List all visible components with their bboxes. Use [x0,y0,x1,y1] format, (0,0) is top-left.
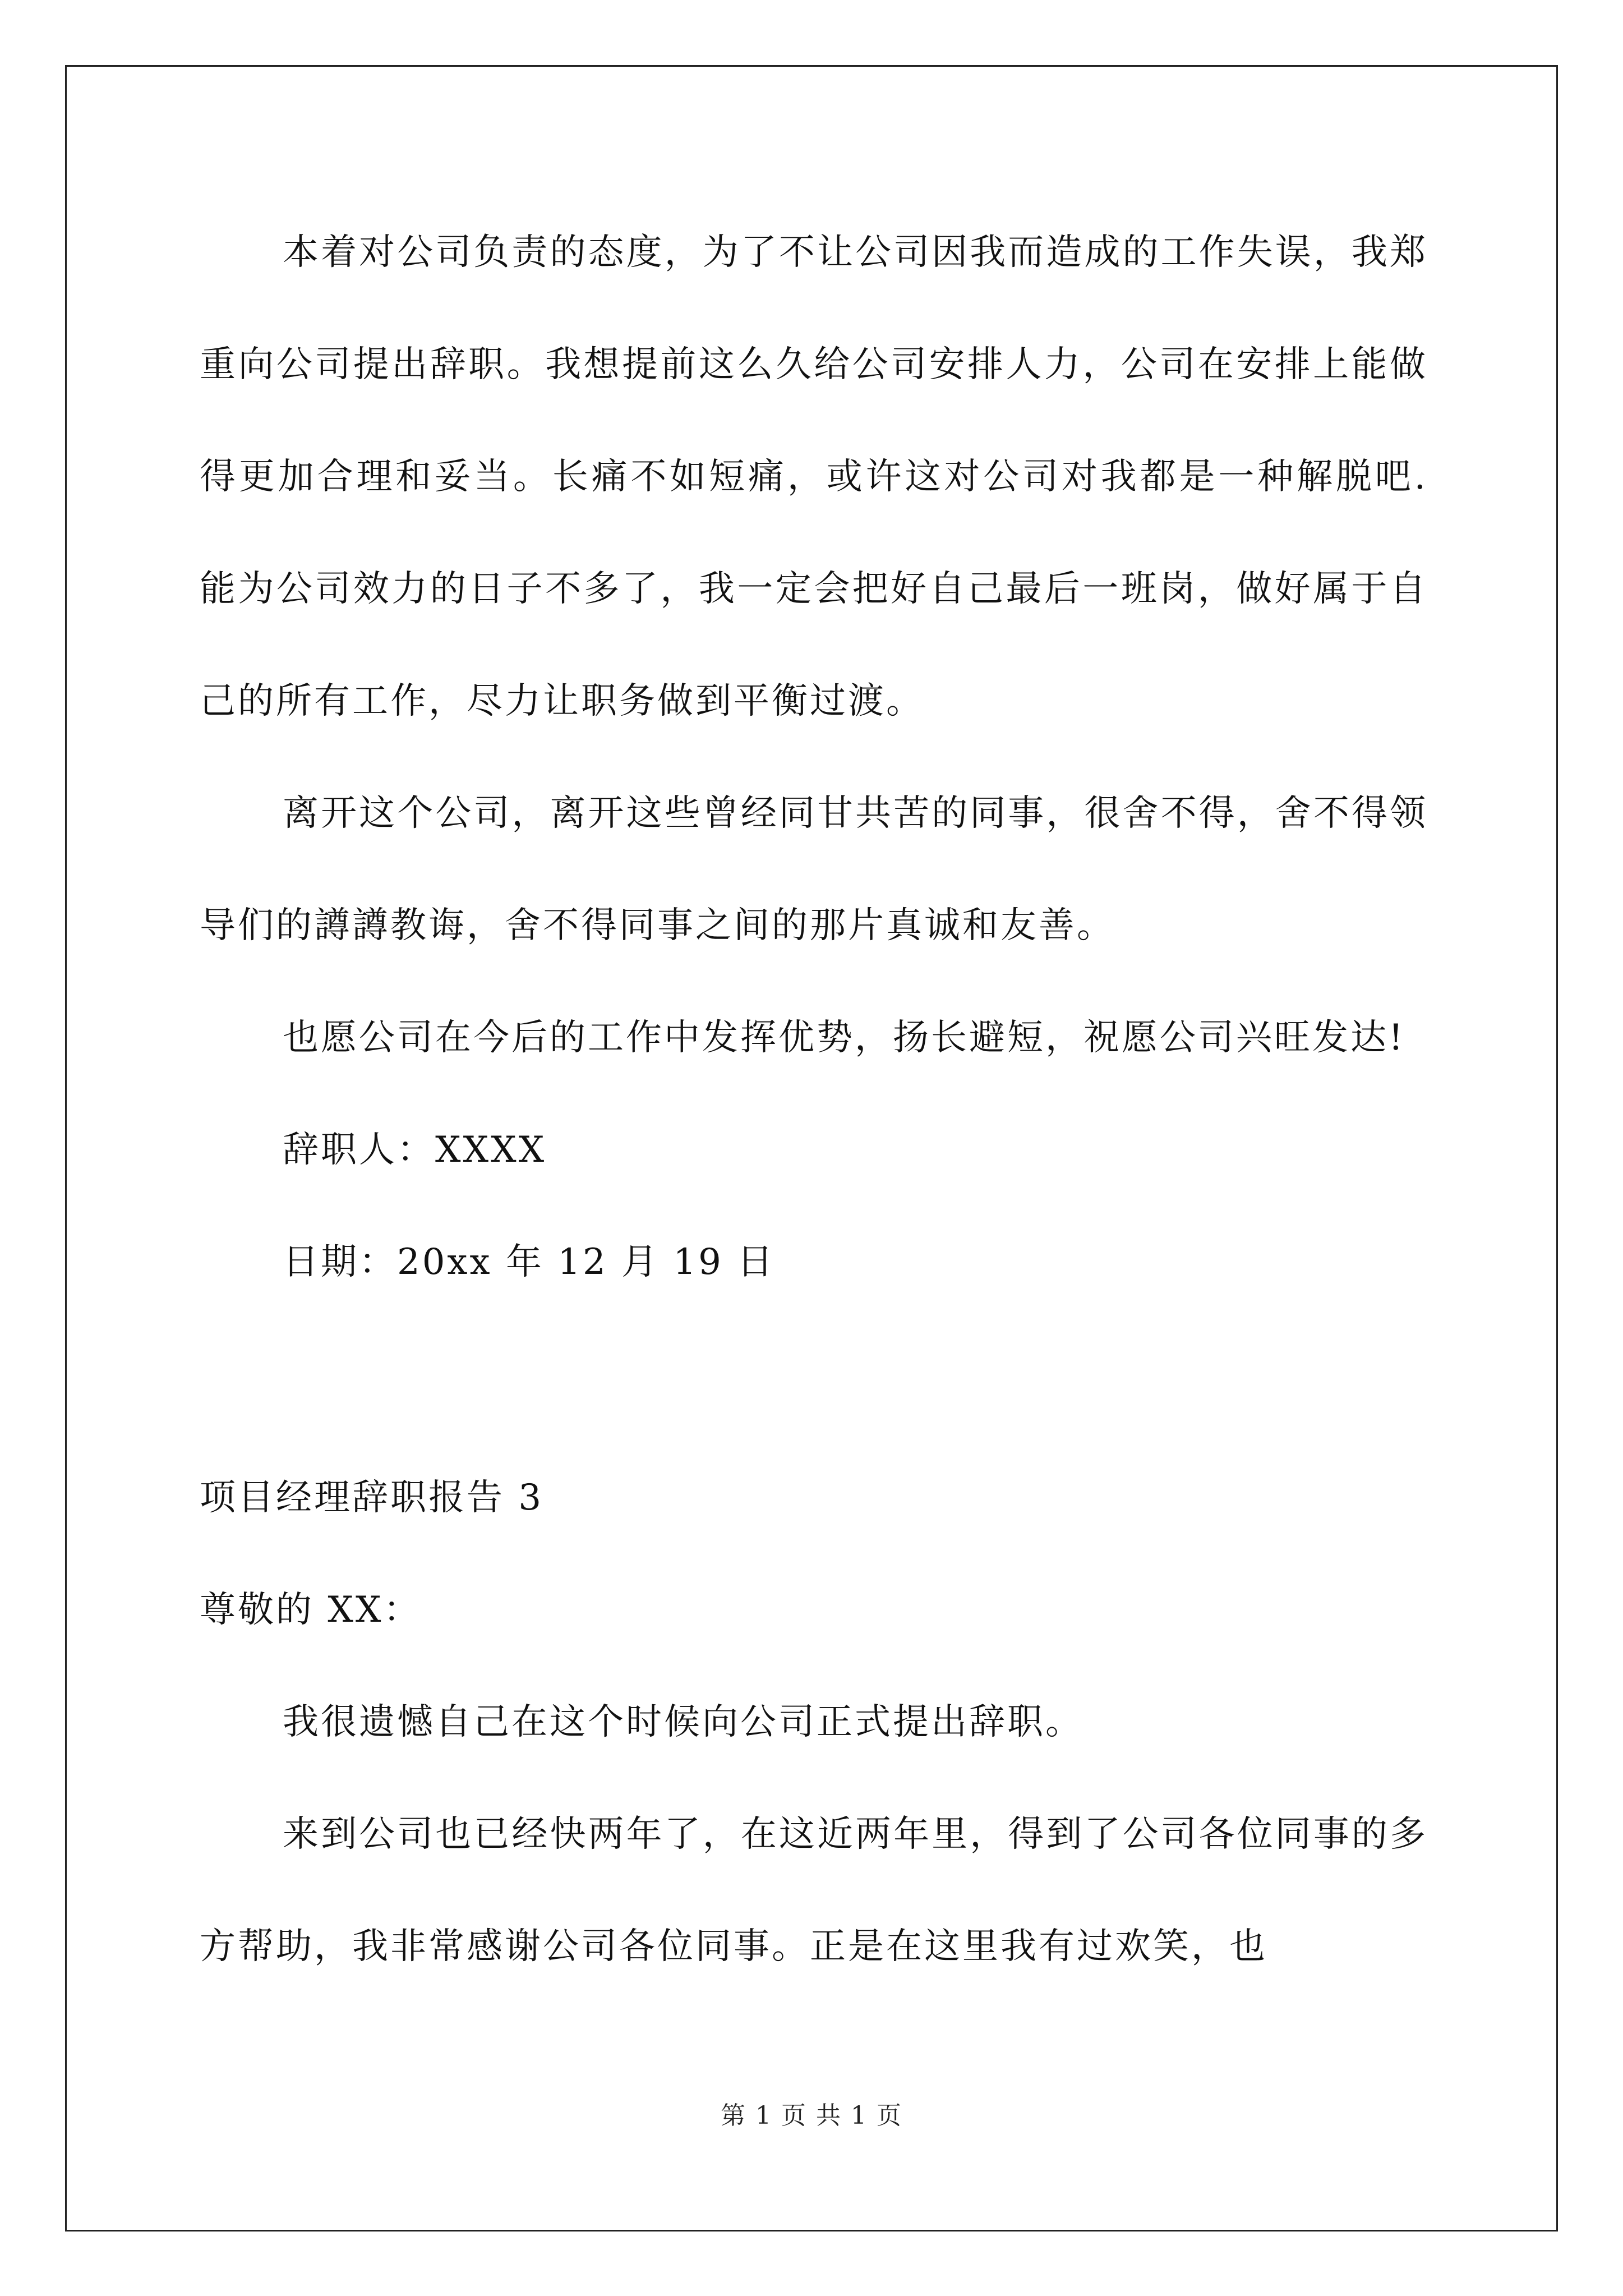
paragraph: 来到公司也已经快两年了，在这近两年里，得到了公司各位同事的多方帮助，我非常感谢公司各位同事。正是在这里我有过欢笑，也 [200,1814,1428,1967]
signer-line: 辞职人：XXXX [283,1129,547,1171]
letter-body [200,196,1428,1318]
section-title: 项目经理辞职报告 3 [200,1477,544,1519]
paragraph: 我很遗憾自己在这个时候向公司正式提出辞职。 [283,1701,1083,1743]
paragraph: 离开这个公司，离开这些曾经同甘共苦的同事，很舍不得，舍不得领导们的譐譐教诲，舍不得同事之间的那片真诚和友善。 [200,793,1428,946]
page-footer: 第 1 页 共 1 页 [721,2101,902,2130]
date-line: 日期：20xx 年 12 月 19 日 [283,1241,776,1283]
paragraph: 也愿公司在今后的工作中发挥优势，扬长避短，祝愿公司兴旺发达! [283,1017,1405,1059]
paragraph: 本着对公司负责的态度，为了不让公司因我而造成的工作失误，我郑重向公司提出辞职。我想提前这么久给公司安排人力，公司在安排上能做得更加合理和妥当。长痛不如短痛，或许这对公司对我都是一种解脱吧.能为公司效力的日子不多了，我一定会把好自己最后一班岗，做好属于自己的所有工作，尽力让职务做到平衡过渡。 [200,232,1428,722]
salutation: 尊敬的 XX： [200,1589,422,1631]
section-report-3 [200,1442,1428,2003]
